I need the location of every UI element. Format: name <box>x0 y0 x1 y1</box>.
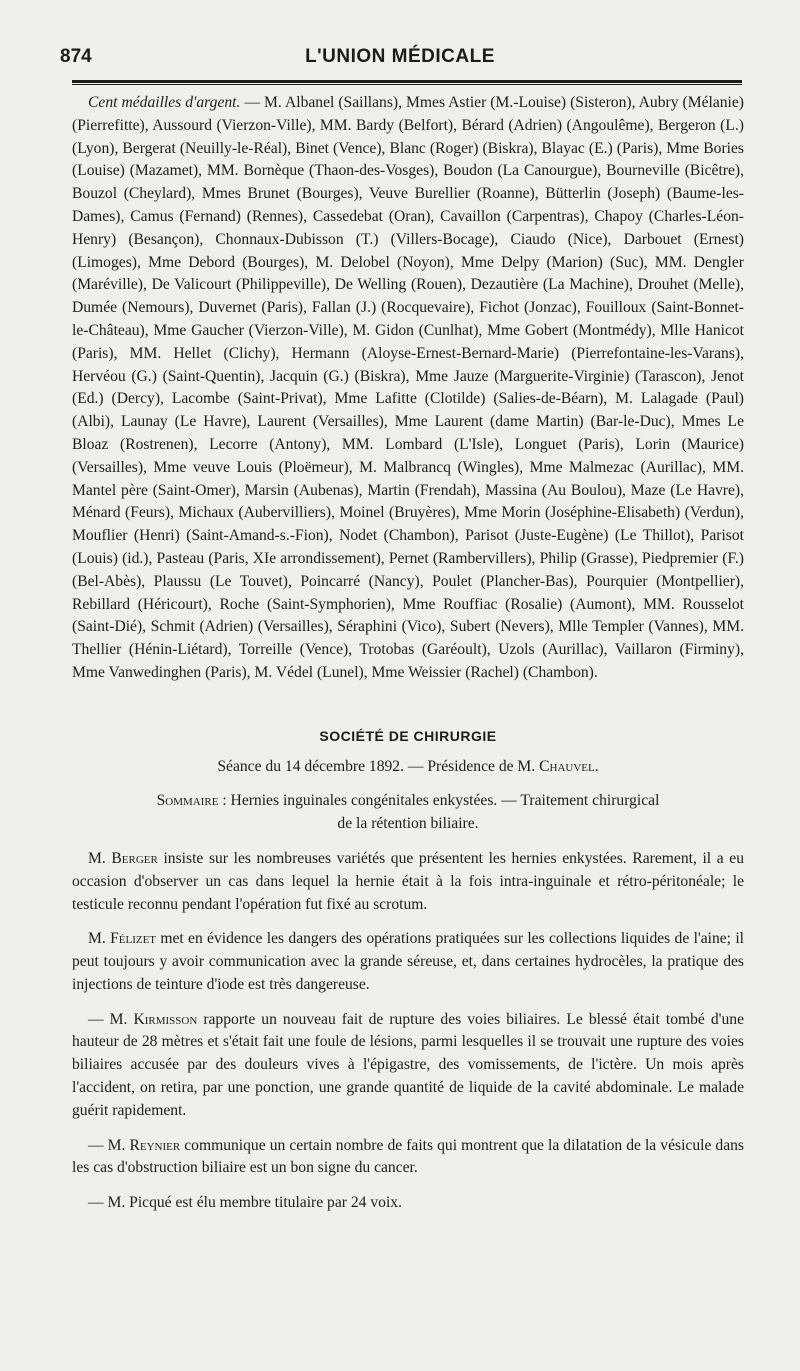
paragraph-text: communique un certain nombre de faits qui montrent que la dilatation de la vésicule dans les cas d'obstruction biliaire est un bon signe du cancer. <box>72 1136 744 1177</box>
paragraph-prefix: M. <box>88 930 111 948</box>
paragraph-prefix: M. <box>88 849 112 867</box>
speaker-name: Reynier <box>129 1136 181 1154</box>
paragraph-text: Picqué est élu membre titulaire par 24 voix. <box>129 1194 402 1212</box>
paragraph-berger <box>72 848 744 916</box>
session-line <box>72 756 744 779</box>
paragraph-text: rapporte un nouveau fait de rupture des voies biliaires. Le blessé était tombé d'une hauteur de 28 mètres et s'était fait une foule de lésions, parmi lesquelles il se trouvait une rupture des voies biliaires accusée par des douleurs vives à l'épigastre, des vomissements, de l'ictère. Un mois après l'accident, on retira, par une ponction, une grande quantité de liquide de la cavité abdominale. Le malade guérit rapidement. <box>72 1010 744 1119</box>
paragraph-felizet <box>72 928 744 996</box>
medal-list-text: — M. Albanel (Saillans), Mmes Astier (M.-Louise) (Sisteron), Aubry (Mélanie) (Pierrefitte), Aussourd (Vierzon-Ville), MM. Bardy (Belfort), Bérard (Adrien) (Angoulême), Bergeron (L.) (Lyon), Bergerat (Neuilly-le-Réal), Binet (Vence), Blanc (Roger) (Biskra), Blayac (E.) (Paris), Mme Bories (Louise) (Mazamet), MM. Bornèque (Thaon-des-Vosges), Boudon (La Canourgue), Bourneville (Bicêtre), Bouzol (Cheylard), Mmes Brunet (Bourges), Veuve Burellier (Roanne), Bütterlin (Joseph) (Baume-les-Dames), Camus (Fernand) (Rennes), Cassedebat (Oran), Cavaillon (Carpentras), Chapoy (Charles-Léon-Henry) (Besançon), Chonnaux-Dubisson (T.) (Villers-Bocage), Ciaudo (Nice), Darbouet (Ernest) (Limoges), Mme Debord (Bourges), M. Delobel (Noyon), Mme Delpy (Marion) (Suc), MM. Dengler (Maréville), De Valicourt (Philippeville), De Welling (Rouen), Dezautière (La Machine), Drouhet (Melle), Dumée (Nemours), Duvernet (Paris), Fallan (J.) (Rocquevaire), Fichot (Jonzac), Fouilloux (Saint-Bonnet-le-Château), Mme Gaucher (Vierzon-Ville), M. Gidon (Cunlhat), Mme Gobert (Montmédy), Mlle Hanicot (Paris), MM. Hellet (Clichy), Hermann (Aloyse-Ernest-Bernard-Marie) (Pierrefontaine-les-Varans), Hervéou (G.) (Saint-Quentin), Jacquin (G.) (Biskra), Mme Jauze (Marguerite-Virginie) (Tarascon), Jenot (Ed.) (Dercy), Lacombe (Saint-Privat), Mme Lafitte (Clotilde) (Salies-de-Béarn), M. Lalagade (Paul) (Albi), Launay (Le Havre), Laurent (Versailles), Mme Laurent (dame Martin) (Bar-le-Duc), Mmes Le Bloaz (Rostrenen), Lecorre (Antony), MM. Lombard (L'Isle), Longuet (Paris), Lorin (Maurice) (Versailles), Mme veuve Louis (Ploëmeur), M. Malbrancq (Wingles), Mme Malmezac (Aurillac), MM. Mantel père (Saint-Omer), Marsin (Aubenas), Martin (Frendah), Massina (Au Boulou), Maze (Le Havre), Ménard (Feurs), Michaux (Aubervilliers), Moinel (Bruyères), Mme Morin (Joséphine-Elisabeth) (Verdun), Mouflier (Henri) (Saint-Amand-s.-Fion), Nodet (Chambon), Parisot (Juste-Eugène) (Le Thillot), Parisot (Louis) (id.), Pasteau (Paris, XIe arrondissement), Pernet (Rambervillers), Philip (Grasse), Piedpremier (F.) (Bel-Abès), Plaussu (Le Touvet), Poincarré (Nancy), Poulet (Plancher-Bas), Pourquier (Montpellier), Rebillard (Héricourt), Roche (Saint-Symphorien), Mme Rouffiac (Rosalie) (Aumont), MM. Rousselot (Saint-Dié), Schmit (Adrien) (Versailles), Séraphini (Vico), Subert (Nevers), Mlle Templer (Vannes), MM. Thellier (Hénin-Liétard), Torreille (Vence), Trotobas (Garéoult), Uzols (Aurillac), Vaillaron (Firminy), Mme Vanwedinghen (Paris), M. Védel (Lunel), Mme Weissier (Rachel) (Chambon). <box>72 94 744 681</box>
section-heading: SOCIÉTÉ DE CHIRURGIE <box>319 727 497 744</box>
session-prefix: Séance du 14 décembre 1892. — Présidence de M. <box>217 757 540 775</box>
paragraph-reynier <box>72 1135 744 1181</box>
paragraph-text: met en évidence les dangers des opérations pratiquées sur les collections liquides de l'aine; il peut toujours y avoir communication avec la grande séreuse, et, dans certaines hydrocèles, la pratique des injections de teinture d'iode est très dangereuse. <box>72 930 744 993</box>
speaker-name: Félizet <box>110 930 157 948</box>
session-suffix: . <box>594 757 599 775</box>
page-number: 874 <box>60 46 92 67</box>
body-text <box>72 92 744 1215</box>
speaker-name: Kirmisson <box>133 1010 198 1028</box>
running-title: L'UNION MÉDICALE <box>305 46 495 67</box>
page-header <box>60 42 740 76</box>
summary-line-2: de la rétention biliaire. <box>337 815 479 833</box>
paragraph-prefix: — M. <box>88 1194 130 1212</box>
medal-list-lead: Cent médailles d'argent. <box>88 94 241 111</box>
summary-line-1: : Hernies inguinales congénitales enkystées. — Traitement chirurgical <box>218 792 660 810</box>
paragraph-prefix: — M. <box>88 1010 134 1028</box>
paragraph-text: insiste sur les nombreuses variétés que présentent les hernies enkystées. Rarement, il a eu occasion d'observer un cas dans lequel la hernie était à la fois intra-inguinale et rétro-péritonéale; le testicule reconnu pendant l'opération fut fixé au scrotum. <box>72 849 744 913</box>
header-rule <box>72 80 742 85</box>
paragraph-prefix: — M. <box>88 1136 130 1154</box>
summary-label: Sommaire <box>156 792 219 810</box>
session-summary <box>72 790 744 836</box>
speaker-name: Berger <box>111 849 158 867</box>
paragraph-picque <box>72 1192 744 1215</box>
paragraph-kirmisson <box>72 1009 744 1123</box>
session-president: Chauvel <box>539 757 595 775</box>
medal-list-paragraph <box>72 92 744 685</box>
